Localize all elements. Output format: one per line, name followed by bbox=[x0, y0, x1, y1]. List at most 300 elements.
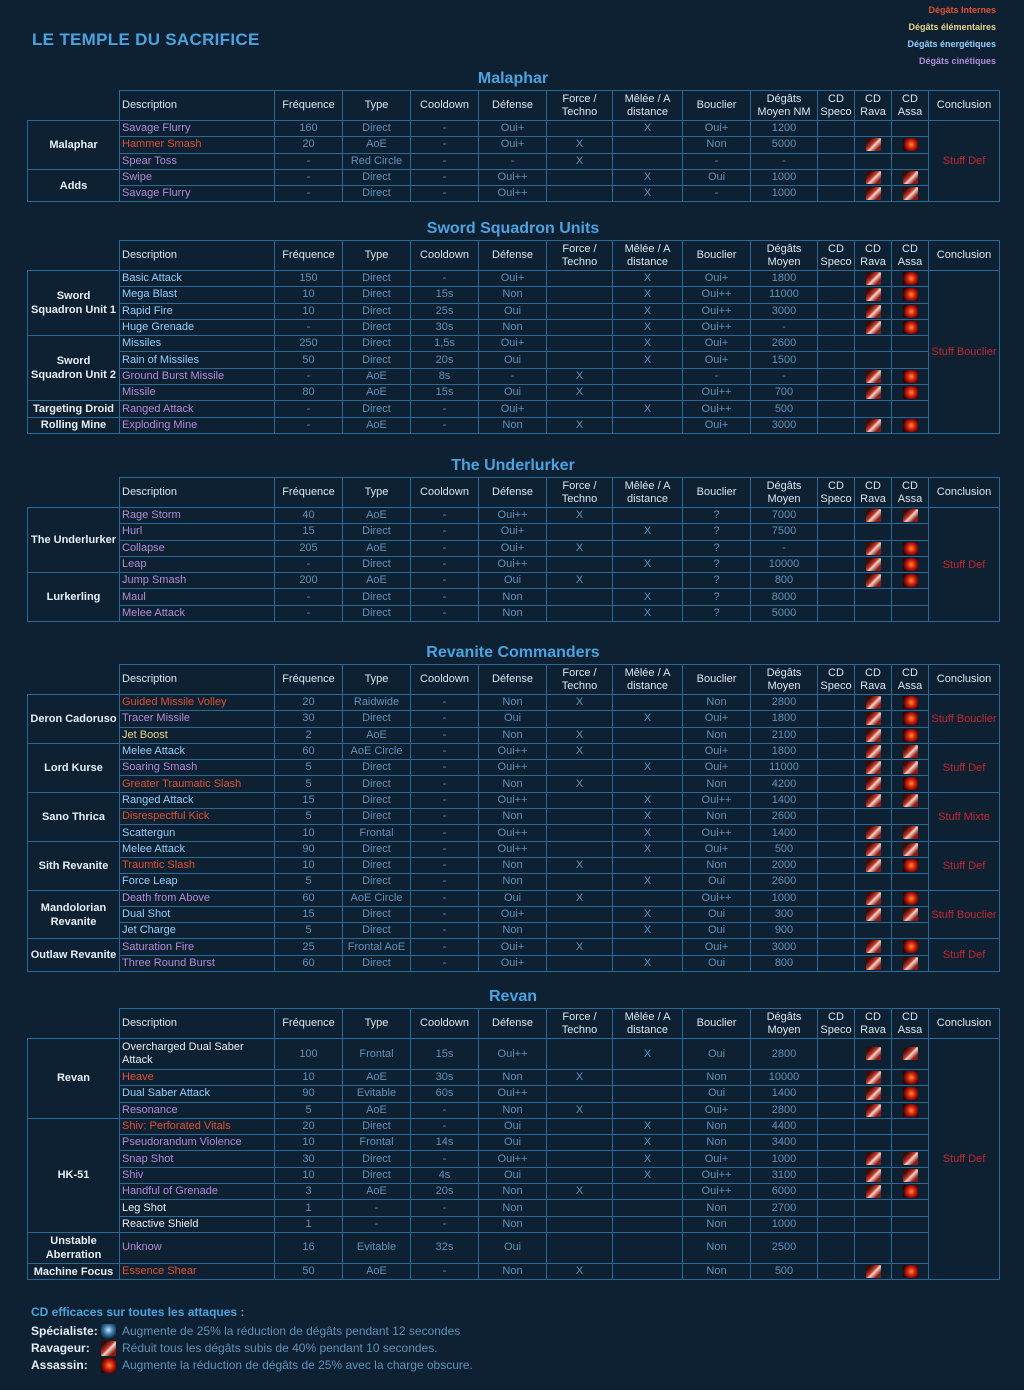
damage-cell: 1400 bbox=[751, 825, 818, 841]
defense-cell: Oui+ bbox=[479, 524, 547, 540]
force-tech-cell bbox=[547, 906, 613, 922]
header-defense: Défense bbox=[479, 478, 547, 508]
frequency-cell: 10 bbox=[275, 825, 343, 841]
force-tech-cell bbox=[547, 121, 613, 137]
rava-icon bbox=[903, 171, 918, 184]
force-tech-cell bbox=[547, 955, 613, 971]
cd-assa-cell bbox=[892, 1263, 929, 1279]
header-defense: Défense bbox=[479, 665, 547, 695]
defense-cell: Non bbox=[479, 874, 547, 890]
melee-ranged-cell bbox=[613, 857, 683, 873]
defense-cell: Non bbox=[479, 695, 547, 711]
defense-cell: Oui++ bbox=[479, 1151, 547, 1167]
cd-assa-cell bbox=[892, 186, 929, 202]
force-tech-cell bbox=[547, 401, 613, 417]
defense-cell: Oui bbox=[479, 890, 547, 906]
cd-speco-cell bbox=[818, 605, 855, 621]
type-cell: Direct bbox=[343, 401, 411, 417]
table-row bbox=[28, 1167, 1000, 1183]
rava-icon bbox=[903, 843, 918, 856]
header-blank bbox=[28, 665, 120, 695]
rava-icon bbox=[866, 908, 881, 921]
shield-cell: ? bbox=[683, 540, 751, 556]
enemy-name: Lurkerling bbox=[28, 573, 120, 622]
cd-speco-cell bbox=[818, 1216, 855, 1232]
damage-cell: 300 bbox=[751, 906, 818, 922]
table-row bbox=[28, 695, 1000, 711]
rava-icon bbox=[866, 509, 881, 522]
frequency-cell: 40 bbox=[275, 508, 343, 524]
cd-rava-cell bbox=[855, 319, 892, 335]
damage-cell: 1800 bbox=[751, 711, 818, 727]
rava-icon bbox=[866, 1169, 881, 1182]
conclusion-cell: Stuff Def bbox=[929, 841, 1000, 890]
shield-cell: Non bbox=[683, 137, 751, 153]
cd-speco-cell bbox=[818, 711, 855, 727]
header-force: Force / Techno bbox=[547, 241, 613, 271]
cd-assa-cell bbox=[892, 524, 929, 540]
damage-cell: 7500 bbox=[751, 524, 818, 540]
cd-rava-cell bbox=[855, 605, 892, 621]
defense-cell: Oui++ bbox=[479, 1086, 547, 1102]
melee-ranged-cell: X bbox=[613, 556, 683, 572]
force-tech-cell bbox=[547, 336, 613, 352]
force-tech-cell bbox=[547, 169, 613, 185]
cooldown-cell: - bbox=[411, 923, 479, 939]
header-type: Type bbox=[343, 478, 411, 508]
cd-rava-cell bbox=[855, 1200, 892, 1216]
cooldown-cell: - bbox=[411, 955, 479, 971]
defense-cell: Oui++ bbox=[479, 169, 547, 185]
force-tech-cell: X bbox=[547, 1184, 613, 1200]
cooldown-cell: - bbox=[411, 1216, 479, 1232]
assa-icon bbox=[903, 574, 918, 587]
cd-speco-cell bbox=[818, 792, 855, 808]
enemy-name: Sword Squadron Unit 1 bbox=[28, 271, 120, 336]
frequency-cell: 5 bbox=[275, 809, 343, 825]
table-row bbox=[28, 287, 1000, 303]
cooldown-cell: 15s bbox=[411, 1039, 479, 1070]
defense-cell: Oui++ bbox=[479, 743, 547, 759]
cooldown-cell: - bbox=[411, 169, 479, 185]
table-row bbox=[28, 1232, 1000, 1263]
ability-name: Snap Shot bbox=[120, 1151, 275, 1167]
type-cell: Direct bbox=[343, 303, 411, 319]
ability-name: Basic Attack bbox=[120, 271, 275, 287]
header-description: Description bbox=[120, 478, 275, 508]
melee-ranged-cell: X bbox=[613, 271, 683, 287]
rava-icon bbox=[866, 542, 881, 555]
shield-cell: Non bbox=[683, 1135, 751, 1151]
rava-icon bbox=[903, 1047, 918, 1060]
damage-cell: 3000 bbox=[751, 939, 818, 955]
table-row bbox=[28, 186, 1000, 202]
cd-rava-cell bbox=[855, 417, 892, 433]
defense-cell: Non bbox=[479, 417, 547, 433]
table-row bbox=[28, 1070, 1000, 1086]
force-tech-cell: X bbox=[547, 857, 613, 873]
frequency-cell: 10 bbox=[275, 1135, 343, 1151]
type-cell: Direct bbox=[343, 319, 411, 335]
melee-ranged-cell bbox=[613, 540, 683, 556]
cd-speco-cell bbox=[818, 137, 855, 153]
shield-cell: Oui++ bbox=[683, 319, 751, 335]
table-row bbox=[28, 385, 1000, 401]
rava-icon bbox=[903, 908, 918, 921]
legend-elemental: Dégâts élémentaires bbox=[908, 22, 996, 32]
melee-ranged-cell: X bbox=[613, 1135, 683, 1151]
melee-ranged-cell: X bbox=[613, 825, 683, 841]
rava-icon bbox=[866, 892, 881, 905]
ability-name: Handful of Grenade bbox=[120, 1184, 275, 1200]
cd-assa-cell bbox=[892, 1086, 929, 1102]
type-cell: Evitable bbox=[343, 1086, 411, 1102]
cd-rava-cell bbox=[855, 841, 892, 857]
defense-cell: Non bbox=[479, 287, 547, 303]
note-label: Assassin: bbox=[31, 1358, 88, 1372]
conclusion-cell: Stuff Bouclier bbox=[929, 695, 1000, 744]
frequency-cell: - bbox=[275, 153, 343, 169]
cd-assa-cell bbox=[892, 825, 929, 841]
shield-cell: Non bbox=[683, 1232, 751, 1263]
cd-rava-cell bbox=[855, 923, 892, 939]
rava-icon bbox=[866, 321, 881, 334]
header-blank bbox=[28, 478, 120, 508]
type-cell: AoE bbox=[343, 1070, 411, 1086]
frequency-cell: 20 bbox=[275, 1118, 343, 1134]
section-malaphar bbox=[27, 70, 999, 202]
type-cell: AoE Circle bbox=[343, 743, 411, 759]
ability-table bbox=[27, 1008, 1000, 1280]
cd-assa-cell bbox=[892, 417, 929, 433]
header-bouclier: Bouclier bbox=[683, 241, 751, 271]
cd-assa-cell bbox=[892, 137, 929, 153]
frequency-cell: 160 bbox=[275, 121, 343, 137]
cd-rava-cell bbox=[855, 540, 892, 556]
ability-name: Heave bbox=[120, 1070, 275, 1086]
type-cell: Direct bbox=[343, 809, 411, 825]
cd-rava-cell bbox=[855, 1151, 892, 1167]
defense-cell: Non bbox=[479, 1070, 547, 1086]
shield-cell: Non bbox=[683, 1118, 751, 1134]
melee-ranged-cell: X bbox=[613, 186, 683, 202]
type-cell: Direct bbox=[343, 169, 411, 185]
ability-name: Shiv: Perforated Vitals bbox=[120, 1118, 275, 1134]
frequency-cell: - bbox=[275, 605, 343, 621]
cd-speco-cell bbox=[818, 169, 855, 185]
force-tech-cell bbox=[547, 1232, 613, 1263]
cd-assa-cell bbox=[892, 1102, 929, 1118]
force-tech-cell bbox=[547, 1151, 613, 1167]
frequency-cell: 5 bbox=[275, 760, 343, 776]
force-tech-cell: X bbox=[547, 508, 613, 524]
cd-rava-cell bbox=[855, 1135, 892, 1151]
melee-ranged-cell bbox=[613, 1184, 683, 1200]
enemy-name: Mandolorian Revanite bbox=[28, 890, 120, 939]
force-tech-cell: X bbox=[547, 776, 613, 792]
defense-cell: Oui+ bbox=[479, 271, 547, 287]
table-row bbox=[28, 760, 1000, 776]
cooldown-cell: 15s bbox=[411, 287, 479, 303]
cd-assa-cell bbox=[892, 336, 929, 352]
ability-name: Collapse bbox=[120, 540, 275, 556]
force-tech-cell bbox=[547, 760, 613, 776]
defense-cell: Oui+ bbox=[479, 137, 547, 153]
header-blank bbox=[28, 1009, 120, 1039]
force-tech-cell bbox=[547, 352, 613, 368]
conclusion-cell: Stuff Def bbox=[929, 508, 1000, 622]
assa-icon bbox=[903, 138, 918, 151]
melee-ranged-cell: X bbox=[613, 760, 683, 776]
table-row bbox=[28, 1216, 1000, 1232]
damage-cell: 5000 bbox=[751, 605, 818, 621]
header-frequence: Fréquence bbox=[275, 91, 343, 121]
cd-speco-cell bbox=[818, 857, 855, 873]
ability-name: Rapid Fire bbox=[120, 303, 275, 319]
defense-cell: Oui++ bbox=[479, 556, 547, 572]
frequency-cell: - bbox=[275, 368, 343, 384]
frequency-cell: 205 bbox=[275, 540, 343, 556]
header-row bbox=[28, 91, 1000, 121]
enemy-name: Sano Thrica bbox=[28, 792, 120, 841]
cooldown-cell: - bbox=[411, 271, 479, 287]
header-cd-speco: CD Speco bbox=[818, 1009, 855, 1039]
damage-cell: 3400 bbox=[751, 1135, 818, 1151]
damage-cell: 2000 bbox=[751, 857, 818, 873]
damage-cell: 6000 bbox=[751, 1184, 818, 1200]
frequency-cell: - bbox=[275, 589, 343, 605]
defense-cell: Non bbox=[479, 776, 547, 792]
frequency-cell: 5 bbox=[275, 874, 343, 890]
cd-speco-cell bbox=[818, 287, 855, 303]
rava-icon bbox=[866, 1104, 881, 1117]
rava-icon bbox=[866, 1071, 881, 1084]
enemy-name: Targeting Droid bbox=[28, 401, 120, 417]
type-cell: Direct bbox=[343, 874, 411, 890]
defense-cell: Oui+ bbox=[479, 401, 547, 417]
header-blank bbox=[28, 91, 120, 121]
defense-cell: Oui++ bbox=[479, 186, 547, 202]
melee-ranged-cell bbox=[613, 890, 683, 906]
table-row bbox=[28, 137, 1000, 153]
damage-cell: 1400 bbox=[751, 1086, 818, 1102]
shield-cell: ? bbox=[683, 589, 751, 605]
defense-cell: Oui bbox=[479, 385, 547, 401]
note-text: Augmente la réduction de dégâts de 25% avec la charge obscure. bbox=[122, 1358, 473, 1372]
defense-cell: - bbox=[479, 153, 547, 169]
header-conclusion: Conclusion bbox=[929, 478, 1000, 508]
melee-ranged-cell bbox=[613, 573, 683, 589]
shield-cell: Non bbox=[683, 809, 751, 825]
cd-assa-cell bbox=[892, 401, 929, 417]
frequency-cell: 20 bbox=[275, 695, 343, 711]
ability-name: Three Round Burst bbox=[120, 955, 275, 971]
damage-cell: 1800 bbox=[751, 271, 818, 287]
force-tech-cell bbox=[547, 809, 613, 825]
speco-icon bbox=[101, 1324, 116, 1339]
damage-cell: 11000 bbox=[751, 760, 818, 776]
cd-speco-cell bbox=[818, 1102, 855, 1118]
enemy-name: Sword Squadron Unit 2 bbox=[28, 336, 120, 401]
cd-speco-cell bbox=[818, 727, 855, 743]
cd-speco-cell bbox=[818, 776, 855, 792]
header-cooldown: Cooldown bbox=[411, 241, 479, 271]
cooldown-cell: - bbox=[411, 825, 479, 841]
type-cell: Direct bbox=[343, 857, 411, 873]
ability-name: Scattergun bbox=[120, 825, 275, 841]
frequency-cell: 90 bbox=[275, 841, 343, 857]
cd-assa-cell bbox=[892, 573, 929, 589]
type-cell: Direct bbox=[343, 776, 411, 792]
type-cell: Direct bbox=[343, 841, 411, 857]
cd-assa-cell bbox=[892, 1070, 929, 1086]
type-cell: Direct bbox=[343, 352, 411, 368]
force-tech-cell bbox=[547, 711, 613, 727]
enemy-name: Sith Revanite bbox=[28, 841, 120, 890]
damage-cell: - bbox=[751, 540, 818, 556]
enemy-name: Rolling Mine bbox=[28, 417, 120, 433]
ability-name: Unknow bbox=[120, 1232, 275, 1263]
ability-name: Soaring Smash bbox=[120, 760, 275, 776]
table-row bbox=[28, 1118, 1000, 1134]
damage-cell: - bbox=[751, 368, 818, 384]
assa-icon bbox=[903, 1104, 918, 1117]
cd-speco-cell bbox=[818, 589, 855, 605]
shield-cell: Oui+ bbox=[683, 1102, 751, 1118]
force-tech-cell: X bbox=[547, 743, 613, 759]
melee-ranged-cell: X bbox=[613, 401, 683, 417]
header-melee: Mêlée / A distance bbox=[613, 91, 683, 121]
damage-cell: 5000 bbox=[751, 137, 818, 153]
damage-cell: 500 bbox=[751, 841, 818, 857]
header-frequence: Fréquence bbox=[275, 665, 343, 695]
frequency-cell: - bbox=[275, 417, 343, 433]
header-cooldown: Cooldown bbox=[411, 478, 479, 508]
melee-ranged-cell: X bbox=[613, 711, 683, 727]
cd-speco-cell bbox=[818, 825, 855, 841]
table-row bbox=[28, 121, 1000, 137]
defense-cell: Non bbox=[479, 857, 547, 873]
conclusion-cell: Stuff Bouclier bbox=[929, 271, 1000, 434]
frequency-cell: 25 bbox=[275, 939, 343, 955]
cd-assa-cell bbox=[892, 1200, 929, 1216]
defense-cell: Oui bbox=[479, 1135, 547, 1151]
cd-speco-cell bbox=[818, 743, 855, 759]
cooldown-cell: - bbox=[411, 792, 479, 808]
cooldown-cell: - bbox=[411, 727, 479, 743]
defense-cell: Oui bbox=[479, 1232, 547, 1263]
cd-rava-cell bbox=[855, 401, 892, 417]
cd-speco-cell bbox=[818, 319, 855, 335]
frequency-cell: 10 bbox=[275, 857, 343, 873]
shield-cell: Oui bbox=[683, 906, 751, 922]
rava-icon bbox=[866, 696, 881, 709]
rava-icon bbox=[903, 1169, 918, 1182]
section-revanite-commanders bbox=[27, 644, 999, 972]
table-row bbox=[28, 303, 1000, 319]
rava-icon bbox=[903, 187, 918, 200]
cd-assa-cell bbox=[892, 385, 929, 401]
shield-cell: Oui++ bbox=[683, 401, 751, 417]
frequency-cell: 60 bbox=[275, 890, 343, 906]
shield-cell: Oui bbox=[683, 955, 751, 971]
force-tech-cell: X bbox=[547, 153, 613, 169]
ability-name: Missile bbox=[120, 385, 275, 401]
header-cd-speco: CD Speco bbox=[818, 665, 855, 695]
frequency-cell: 150 bbox=[275, 271, 343, 287]
frequency-cell: - bbox=[275, 186, 343, 202]
frequency-cell: 1 bbox=[275, 1216, 343, 1232]
section-sword-squadron-units bbox=[27, 220, 999, 434]
damage-cell: 800 bbox=[751, 955, 818, 971]
cd-speco-cell bbox=[818, 508, 855, 524]
shield-cell: Oui+ bbox=[683, 271, 751, 287]
cd-rava-cell bbox=[855, 1118, 892, 1134]
cd-rava-cell bbox=[855, 287, 892, 303]
shield-cell: Oui++ bbox=[683, 792, 751, 808]
rava-icon bbox=[866, 305, 881, 318]
melee-ranged-cell bbox=[613, 939, 683, 955]
assa-icon bbox=[903, 712, 918, 725]
frequency-cell: 250 bbox=[275, 336, 343, 352]
force-tech-cell: X bbox=[547, 573, 613, 589]
damage-cell: 3000 bbox=[751, 303, 818, 319]
damage-cell: 1500 bbox=[751, 352, 818, 368]
cd-rava-cell bbox=[855, 1232, 892, 1263]
table-row bbox=[28, 1039, 1000, 1070]
rava-icon bbox=[866, 745, 881, 758]
damage-cell: 2700 bbox=[751, 1200, 818, 1216]
cooldown-cell: - bbox=[411, 1263, 479, 1279]
cd-assa-cell bbox=[892, 589, 929, 605]
force-tech-cell bbox=[547, 1039, 613, 1070]
assa-icon bbox=[903, 892, 918, 905]
cd-assa-cell bbox=[892, 271, 929, 287]
shield-cell: Oui+ bbox=[683, 336, 751, 352]
cooldown-cell: - bbox=[411, 186, 479, 202]
rava-icon bbox=[866, 288, 881, 301]
cd-assa-cell bbox=[892, 169, 929, 185]
shield-cell: Oui bbox=[683, 923, 751, 939]
type-cell: - bbox=[343, 1216, 411, 1232]
defense-cell: - bbox=[479, 368, 547, 384]
type-cell: Direct bbox=[343, 271, 411, 287]
frequency-cell: - bbox=[275, 401, 343, 417]
cd-rava-cell bbox=[855, 153, 892, 169]
cd-assa-cell bbox=[892, 743, 929, 759]
rava-icon bbox=[866, 386, 881, 399]
cooldown-cell: 20s bbox=[411, 1184, 479, 1200]
damage-cell: 500 bbox=[751, 401, 818, 417]
ability-name: Leg Shot bbox=[120, 1200, 275, 1216]
cooldown-cell: 30s bbox=[411, 319, 479, 335]
force-tech-cell bbox=[547, 589, 613, 605]
header-force: Force / Techno bbox=[547, 665, 613, 695]
table-row bbox=[28, 508, 1000, 524]
frequency-cell: 60 bbox=[275, 743, 343, 759]
header-degats: Dégâts Moyen bbox=[751, 1009, 818, 1039]
assa-icon bbox=[903, 321, 918, 334]
melee-ranged-cell: X bbox=[613, 1167, 683, 1183]
header-conclusion: Conclusion bbox=[929, 241, 1000, 271]
melee-ranged-cell: X bbox=[613, 906, 683, 922]
type-cell: Direct bbox=[343, 955, 411, 971]
ability-table bbox=[27, 90, 1000, 202]
melee-ranged-cell: X bbox=[613, 1118, 683, 1134]
header-blank bbox=[28, 241, 120, 271]
cd-speco-cell bbox=[818, 1151, 855, 1167]
cooldown-cell: - bbox=[411, 137, 479, 153]
